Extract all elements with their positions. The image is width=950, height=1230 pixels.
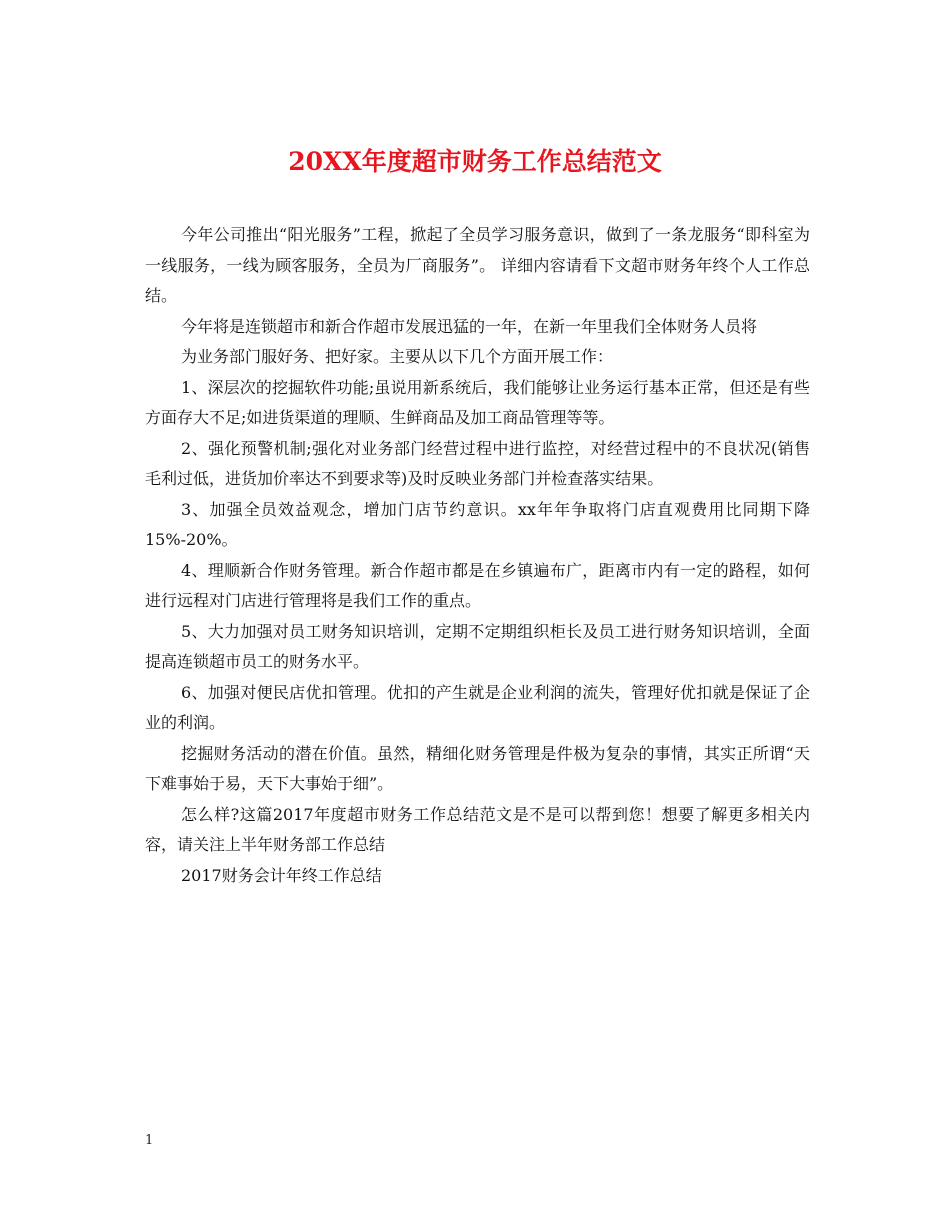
paragraph-closing: 怎么样?这篇2017年度超市财务工作总结范文是不是可以帮到您！想要了解更多相关内容，请关注上半年财务部工作总结 [145, 804, 810, 854]
paragraph-work-aspects: 为业务部门服好务、把好家。主要从以下几个方面开展工作： [181, 347, 614, 366]
paragraph-intro: 今年公司推出“阳光服务”工程，掀起了全员学习服务意识，做到了一条龙服务“即科室为一线服务，一线为顾客服务，全员为厂商服务”。 详细内容请看下文超市财务年终个人工作总结。 [145, 225, 810, 305]
document-body [145, 220, 810, 891]
list-item-5: 5、大力加强对员工财务知识培训，定期不定期组织柜长及员工进行财务知识培训，全面提高连锁超市员工的财务水平。 [145, 621, 810, 671]
list-item-2: 2、强化预警机制;强化对业务部门经营过程中进行监控，对经营过程中的不良状况(销售毛利过低，进货加价率达不到要求等)及时反映业务部门并检查落实结果。 [145, 438, 810, 488]
paragraph-new-year: 今年将是连锁超市和新合作超市发展迅猛的一年，在新一年里我们全体财务人员将 [181, 316, 758, 336]
list-item-1: 1、深层次的挖掘软件功能;虽说用新系统后，我们能够让业务运行基本正常，但还是有些方面存大不足;如进货渠道的理顺、生鲜商品及加工商品管理等等。 [145, 377, 810, 427]
page-number: 1 [145, 1133, 154, 1148]
paragraph-related-link: 2017财务会计年终工作总结 [181, 865, 382, 885]
paragraph-value: 挖掘财务活动的潜在价值。虽然，精细化财务管理是件极为复杂的事情，其实正所谓“天下难事始于易，天下大事始于细”。 [145, 743, 810, 793]
document-title: 20XX年度超市财务工作总结范文 [288, 147, 662, 176]
list-item-3: 3、加强全员效益观念，增加门店节约意识。xx年年争取将门店直观费用比同期下降15%-20%。 [145, 499, 810, 549]
list-item-6: 6、加强对便民店优扣管理。优扣的产生就是企业利润的流失，管理好优扣就是保证了企业的利润。 [145, 682, 810, 732]
list-item-4: 4、理顺新合作财务管理。新合作超市都是在乡镇遍布广，距离市内有一定的路程，如何进行远程对门店进行管理将是我们工作的重点。 [145, 560, 810, 610]
